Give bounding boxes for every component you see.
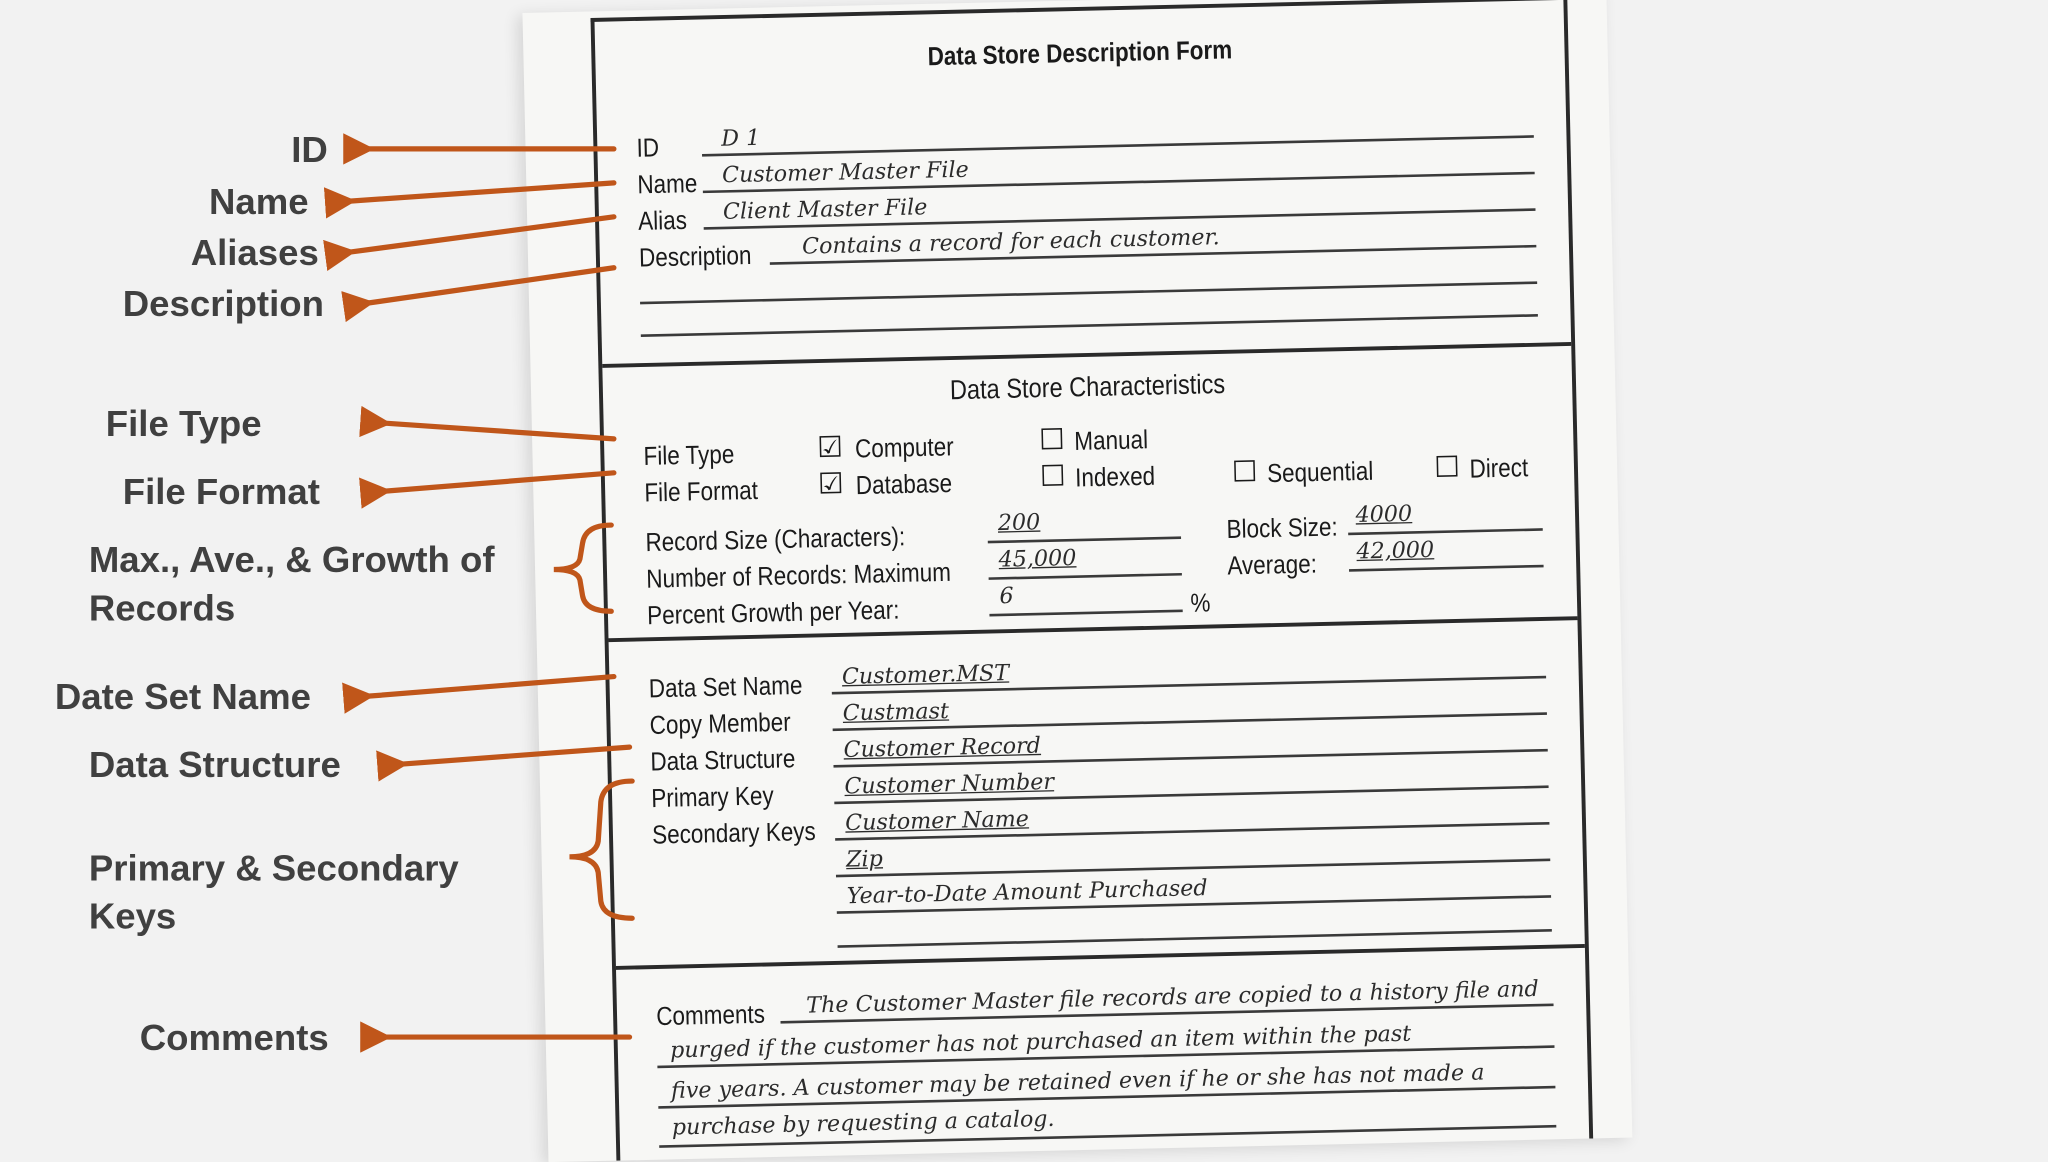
copy-member-value: Custmast bbox=[842, 698, 950, 727]
callout-labels bbox=[0, 0, 601, 1152]
secondary-key-3: Year-to-Date Amount Purchased bbox=[846, 875, 1208, 910]
form-title: Data Store Description Form bbox=[927, 36, 1233, 72]
characteristics-title: Data Store Characteristics bbox=[949, 369, 1226, 406]
growth-line bbox=[989, 610, 1182, 617]
checkbox-sequential: ☐ bbox=[1231, 454, 1258, 489]
id-value: D 1 bbox=[720, 125, 761, 153]
primary-key-label: Primary Key bbox=[651, 782, 774, 814]
description-line-2 bbox=[640, 281, 1537, 304]
characteristics-section bbox=[602, 346, 1577, 642]
primary-key-value: Customer Number bbox=[844, 769, 1055, 801]
comments-text-4: purchase by requesting a catalog. bbox=[671, 1106, 1055, 1142]
comments-label: Comments bbox=[655, 1000, 766, 1032]
description-label: Description bbox=[638, 241, 752, 274]
copy-member-label: Copy Member bbox=[649, 708, 792, 741]
callout-comments: Comments bbox=[139, 1017, 329, 1058]
secondary-key-2: Zip bbox=[845, 846, 884, 874]
callout-id: ID bbox=[291, 129, 328, 170]
block-size-line bbox=[1348, 528, 1543, 535]
name-label: Name bbox=[637, 169, 698, 200]
record-size-line bbox=[988, 536, 1181, 543]
file-format-label: File Format bbox=[644, 476, 759, 509]
description-value: Contains a record for each customer. bbox=[801, 224, 1220, 261]
comments-text-2: purged if the customer has not purchased an item within the past bbox=[669, 1021, 1412, 1065]
data-set-name-value: Customer.MST bbox=[841, 660, 1010, 691]
callout-data-set-name: Date Set Name bbox=[54, 676, 311, 718]
callout-keys: Primary & Secondary Keys bbox=[88, 847, 459, 937]
checkbox-computer: ☑ bbox=[816, 430, 844, 464]
average-value: 42,000 bbox=[1356, 537, 1435, 566]
comments-text-1: The Customer Master file records are copied to a history file and bbox=[805, 976, 1539, 1020]
option-sequential: Sequential bbox=[1266, 457, 1374, 489]
alias-value: Client Master File bbox=[722, 194, 928, 226]
id-label: ID bbox=[636, 134, 660, 164]
growth-unit: % bbox=[1190, 589, 1211, 619]
id-line bbox=[702, 135, 1534, 156]
callout-description: Description bbox=[122, 283, 324, 324]
option-database: Database bbox=[855, 469, 953, 501]
file-type-label: File Type bbox=[643, 440, 735, 472]
average-line bbox=[1349, 565, 1544, 572]
block-size-value: 4000 bbox=[1355, 501, 1413, 529]
records-max-line bbox=[989, 573, 1182, 580]
growth-value: 6 bbox=[999, 583, 1014, 610]
data-structure-value: Customer Record bbox=[843, 732, 1042, 764]
checkbox-direct: ☐ bbox=[1433, 450, 1461, 484]
description-line-3 bbox=[641, 314, 1538, 337]
record-size-value: 200 bbox=[997, 509, 1041, 537]
data-set-section bbox=[609, 620, 1585, 970]
name-value: Customer Master File bbox=[721, 157, 970, 189]
checkbox-indexed: ☐ bbox=[1039, 459, 1067, 493]
callout-file-format: File Format bbox=[122, 471, 320, 512]
scanned-form bbox=[522, 0, 1632, 1162]
average-label: Average: bbox=[1227, 550, 1318, 582]
alias-label: Alias bbox=[637, 206, 688, 237]
records-max-value: 45,000 bbox=[998, 545, 1077, 574]
data-set-name-label: Data Set Name bbox=[648, 671, 803, 704]
block-size-label: Block Size: bbox=[1226, 513, 1339, 545]
record-size-label: Record Size (Characters): bbox=[645, 523, 906, 558]
option-manual: Manual bbox=[1074, 426, 1149, 457]
secondary-keys-label: Secondary Keys bbox=[651, 817, 817, 851]
option-indexed: Indexed bbox=[1074, 462, 1156, 494]
growth-label: Percent Growth per Year: bbox=[646, 596, 900, 631]
callout-records: Max., Ave., & Growth of Records bbox=[88, 539, 495, 629]
records-label: Number of Records: Maximum bbox=[646, 558, 952, 595]
comments-text-3: five years. A customer may be retained even if he or she has not made a bbox=[670, 1059, 1485, 1105]
form-header-section bbox=[595, 0, 1572, 368]
checkbox-manual: ☐ bbox=[1038, 422, 1066, 456]
callout-data-structure: Data Structure bbox=[88, 744, 341, 785]
comments-section bbox=[616, 948, 1589, 1161]
data-store-description-form bbox=[590, 0, 1593, 1161]
option-direct: Direct bbox=[1469, 454, 1529, 485]
checkbox-database: ☑ bbox=[817, 466, 845, 501]
callout-file-type: File Type bbox=[105, 403, 262, 445]
secondary-key-line-2 bbox=[836, 859, 1550, 878]
secondary-key-1: Customer Name bbox=[844, 806, 1030, 837]
data-structure-label: Data Structure bbox=[650, 745, 796, 778]
callout-name: Name bbox=[208, 181, 309, 223]
secondary-key-line-4 bbox=[838, 929, 1552, 948]
callout-aliases: Aliases bbox=[190, 232, 319, 273]
option-computer: Computer bbox=[854, 433, 954, 465]
